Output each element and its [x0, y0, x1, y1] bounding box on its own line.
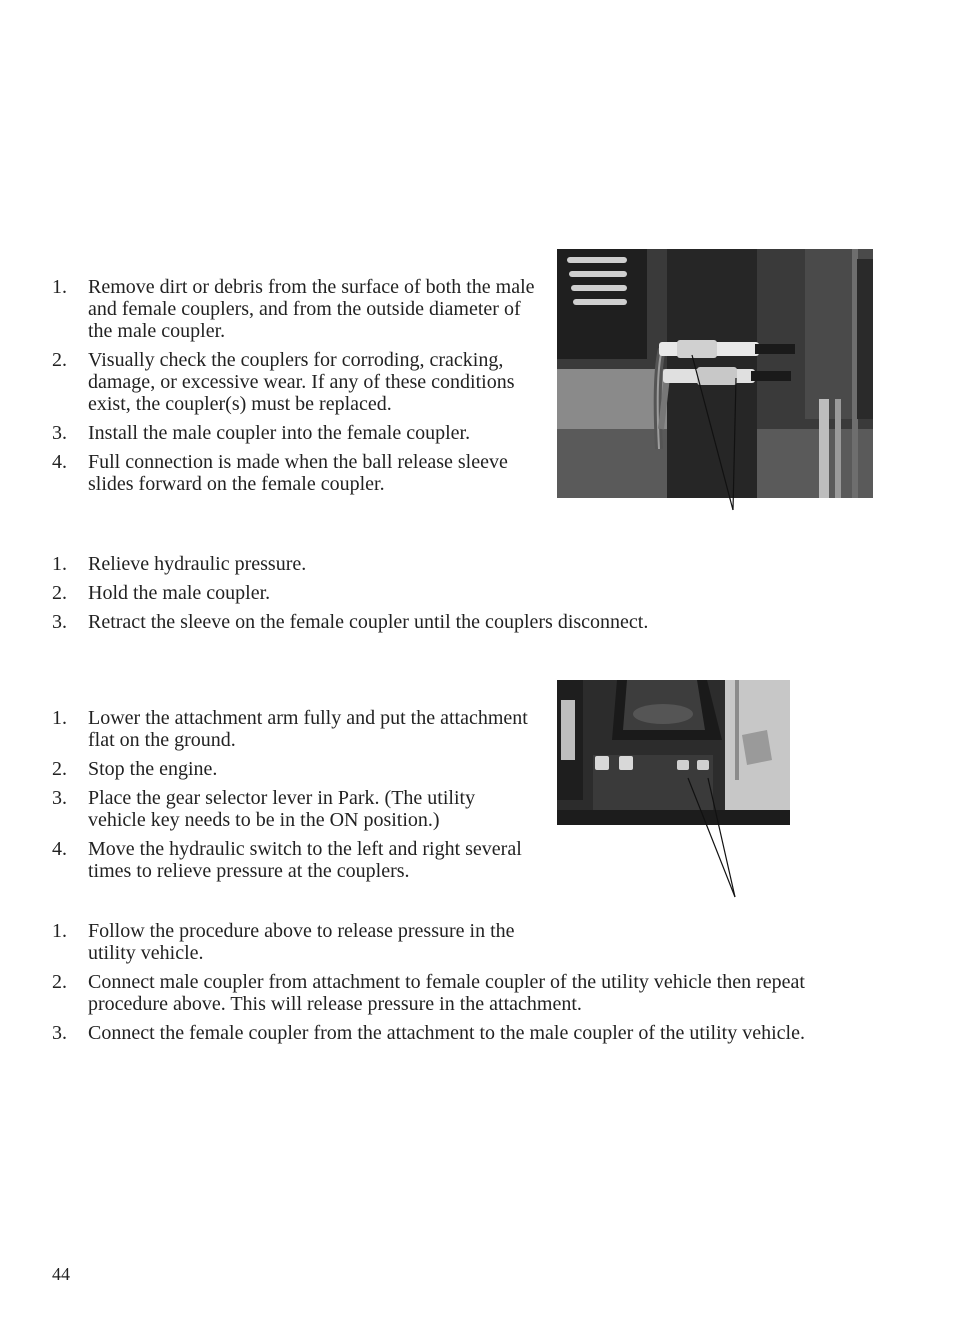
- list-item: [0, 451, 548, 495]
- list-item: [0, 553, 780, 575]
- list-item: [0, 787, 535, 831]
- relieve-pressure-steps: [0, 707, 535, 889]
- attachment-pressure-steps: [0, 920, 850, 1051]
- step-number: 1.: [52, 920, 67, 942]
- list-item: [0, 276, 548, 342]
- step-text: Full connection is made when the ball release sleeve slides forward on the female coupler.: [88, 451, 508, 495]
- list-item: [0, 838, 535, 882]
- list-item: [0, 582, 780, 604]
- step-text: Remove dirt or debris from the surface of both the male and female couplers, and from the outside diameter of the male coupler.: [88, 276, 535, 342]
- hydraulic-switch-photo: [557, 680, 790, 825]
- step-number: 3.: [52, 611, 67, 633]
- list-item: [0, 422, 548, 444]
- page-number: 44: [52, 1264, 70, 1284]
- step-text: Relieve hydraulic pressure.: [88, 553, 307, 575]
- step-number: 3.: [52, 1022, 67, 1044]
- list-item: [0, 707, 535, 751]
- step-text: Hold the male coupler.: [88, 582, 271, 604]
- step-number: 4.: [52, 838, 67, 860]
- list-item: [0, 349, 548, 415]
- step-number: 2.: [52, 582, 67, 604]
- step-text: Lower the attachment arm fully and put the attachment flat on the ground.: [88, 707, 528, 751]
- step-text: Connect male coupler from attachment to female coupler of the utility vehicle then repeat procedure above. This will release pressure in the attachment.: [88, 971, 805, 1015]
- list-item: [0, 1022, 850, 1044]
- connect-couplers-steps: [0, 276, 548, 502]
- step-number: 2.: [52, 971, 67, 993]
- step-number: 2.: [52, 349, 67, 371]
- step-text: Stop the engine.: [88, 758, 218, 780]
- step-text: Place the gear selector lever in Park. (The utility vehicle key needs to be in the ON position.): [88, 787, 476, 831]
- step-text: Install the male coupler into the female coupler.: [88, 422, 471, 444]
- couplers-photo: [557, 249, 873, 498]
- step-number: 1.: [52, 276, 67, 298]
- disconnect-couplers-steps: [0, 553, 780, 640]
- list-item: [0, 920, 850, 964]
- step-number: 2.: [52, 758, 67, 780]
- list-item: [0, 971, 850, 1015]
- list-item: [0, 611, 780, 633]
- list-item: [0, 758, 535, 780]
- step-text: Visually check the couplers for corroding, cracking, damage, or excessive wear. If any of these conditions exist, the coupler(s) must be replaced.: [88, 349, 515, 415]
- hydraulic-switch-photo-drawing: [557, 680, 790, 825]
- step-number: 3.: [52, 422, 67, 444]
- step-text: Retract the sleeve on the female coupler until the couplers disconnect.: [88, 611, 649, 633]
- step-text: Move the hydraulic switch to the left and right several times to relieve pressure at the couplers.: [88, 838, 522, 882]
- step-number: 1.: [52, 553, 67, 575]
- step-text: Follow the procedure above to release pressure in the utility vehicle.: [88, 920, 515, 964]
- step-text: Connect the female coupler from the attachment to the male coupler of the utility vehicle.: [88, 1022, 805, 1044]
- step-number: 3.: [52, 787, 67, 809]
- step-number: 1.: [52, 707, 67, 729]
- step-number: 4.: [52, 451, 67, 473]
- couplers-photo-drawing: [557, 249, 873, 498]
